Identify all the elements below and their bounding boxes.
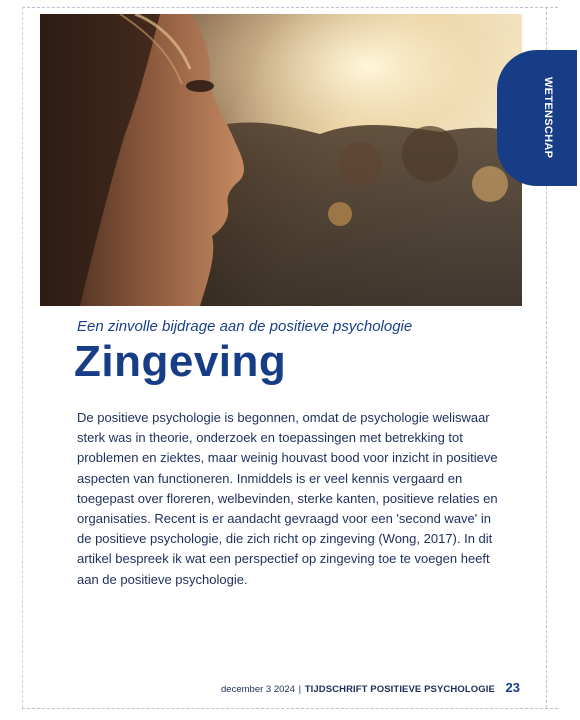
article-intro-paragraph: De positieve psychologie is begonnen, omdat de psychologie weliswaar sterk was in theorie, onderzoek en toepassingen met betrekking tot problemen en ziektes, maar weinig houvast bood voor inzicht in positieve aspecten van functioneren. Inmiddels is er veel kennis vergaard en toegepast over floreren, welbevinden, sterke kanten, positieve relaties en organisaties. Recent is er aandacht gevraagd voor een 'second wave' in de positieve psychologie, die zich richt op zingeving (Wong, 2017). In dit artikel bespreek ik wat een perspectief op zingeving toe te voegen heeft aan de positieve psychologie. — [77, 410, 498, 587]
article-intro — [77, 408, 507, 590]
trim-line-left — [22, 7, 23, 708]
hero-photo-illustration — [40, 14, 522, 306]
trim-line-bottom — [22, 708, 558, 709]
hero-photo — [40, 14, 522, 306]
footer-issue-date: december 3 2024 — [221, 684, 295, 695]
article-title: Zingeving — [74, 337, 287, 386]
trim-line-top — [22, 7, 558, 8]
footer-separator: | — [298, 684, 302, 695]
page-number: 23 — [505, 680, 520, 695]
section-tab-label: WETENSCHAP — [542, 77, 554, 159]
footer-magazine-name: TIJDSCHRIFT POSITIEVE PSYCHOLOGIE — [304, 684, 495, 695]
section-tab — [497, 50, 577, 186]
article-subtitle: Een zinvolle bijdrage aan de positieve psychologie — [77, 318, 413, 335]
page-footer — [170, 680, 520, 695]
